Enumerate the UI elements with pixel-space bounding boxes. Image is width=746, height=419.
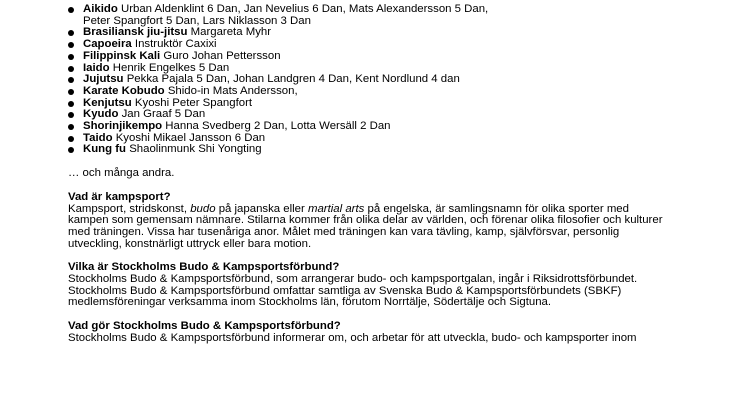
style-name: Kenjutsu (83, 96, 132, 109)
style-name: Filippinsk Kali (83, 49, 161, 62)
style-name: Jujutsu (83, 73, 124, 86)
list-item (68, 4, 728, 27)
bullet-icon (68, 7, 74, 13)
section-heading: Vad gör Stockholms Budo & Kampsportsförbund? (68, 320, 341, 333)
style-instructors: Hanna Svedberg 2 Dan, Lotta Wersäll 2 Dan (165, 120, 391, 133)
style-instructors: Instruktör Caxixi (134, 38, 217, 51)
style-instructors: Urban Aldenklint 6 Dan, Jan Nevelius 6 Dan, Mats Alexandersson 5 Dan, (120, 3, 489, 15)
style-name: Aikido (83, 3, 118, 15)
style-name: Karate Kobudo (83, 84, 165, 97)
body-line: kampen som gemensam nämnare. Stilarna kommer från olika delar av världen, och förenar olika filosofier och kulturer (68, 214, 663, 227)
bullet-icon (68, 147, 74, 153)
body-text: Kampsport, stridskonst, (68, 202, 191, 215)
body-line: med träningen. Vissa har tusenåriga anor. Målet med träningen kan vara tävling, kamp, självförsvar, personlig (68, 225, 620, 238)
body-emphasis: martial arts (307, 202, 365, 215)
style-name: Brasiliansk jiu-jitsu (83, 26, 188, 39)
bullet-icon (68, 54, 74, 60)
body-line: utveckling, konstnärligt uttryck eller bara motion. (68, 237, 312, 250)
body-line: Stockholms Budo & Kampsportsförbund, som arrangerar budo- och kampsportgalan, ingår i Riksidrottsförbundet. (68, 273, 638, 286)
style-instructors: Henrik Engelkes 5 Dan (112, 61, 230, 74)
section-who-is-federation (68, 262, 728, 309)
style-instructors: Shido-in Mats Andersson, (167, 84, 298, 97)
style-name: Kung fu (83, 143, 127, 156)
bullet-icon (68, 112, 74, 118)
style-instructors: Kyoshi Mikael Jansson 6 Dan (115, 131, 266, 144)
section-heading: Vilka är Stockholms Budo & Kampsportsförbund? (68, 261, 340, 274)
style-name: Taido (83, 131, 113, 144)
section-what-is-martial-arts (68, 192, 728, 251)
style-instructors-cont: Peter Spangfort 5 Dan, Lars Niklasson 3 Dan (83, 14, 311, 27)
document-page (68, 4, 728, 345)
bullet-icon (68, 136, 74, 142)
body-line: Stockholms Budo & Kampsportsförbund omfattar samtliga av Svenska Budo & Kampsportsförbundets (SBKF) (68, 284, 622, 297)
section-what-does-federation-do (68, 321, 728, 344)
section-body (68, 274, 728, 309)
style-instructors: Guro Johan Pettersson (163, 49, 281, 62)
martial-arts-list (68, 4, 728, 156)
body-text: på engelska, är samlingsnamn för olika sporter med (364, 202, 629, 215)
section-body (68, 204, 728, 251)
style-instructors: Shaolinmunk Shi Yongting (129, 143, 262, 156)
bullet-icon (68, 124, 74, 130)
bullet-icon (68, 101, 74, 107)
bullet-icon (68, 89, 74, 95)
style-name: Iaido (83, 61, 110, 74)
style-name: Capoeira (83, 38, 132, 51)
list-item (68, 144, 728, 156)
bullet-icon (68, 30, 74, 36)
section-heading: Vad är kampsport? (68, 190, 171, 203)
style-name: Shorinjikempo (83, 120, 163, 133)
style-instructors: Margareta Myhr (190, 26, 272, 39)
style-instructors: Jan Graaf 5 Dan (121, 108, 206, 121)
body-emphasis: budo (190, 202, 216, 215)
style-instructors: Pekka Pajala 5 Dan, Johan Landgren 4 Dan, Kent Nordlund 4 dan (126, 73, 460, 86)
bullet-icon (68, 42, 74, 48)
style-instructors: Kyoshi Peter Spangfort (134, 96, 253, 109)
bullet-icon (68, 66, 74, 72)
body-line: medlemsföreningar verksamma inom Stockholms län, förutom Norrtälje, Södertälje och Sigtuna. (68, 296, 552, 309)
body-text: på japanska eller (215, 202, 308, 215)
style-name: Kyudo (83, 108, 119, 121)
body-line: Stockholms Budo & Kampsportsförbund informerar om, och arbetar för att utveckla, budo- och kampsporter inom (68, 331, 637, 344)
bullet-icon (68, 77, 74, 83)
etc-text: … och många andra. (68, 167, 175, 180)
section-body (68, 333, 728, 345)
